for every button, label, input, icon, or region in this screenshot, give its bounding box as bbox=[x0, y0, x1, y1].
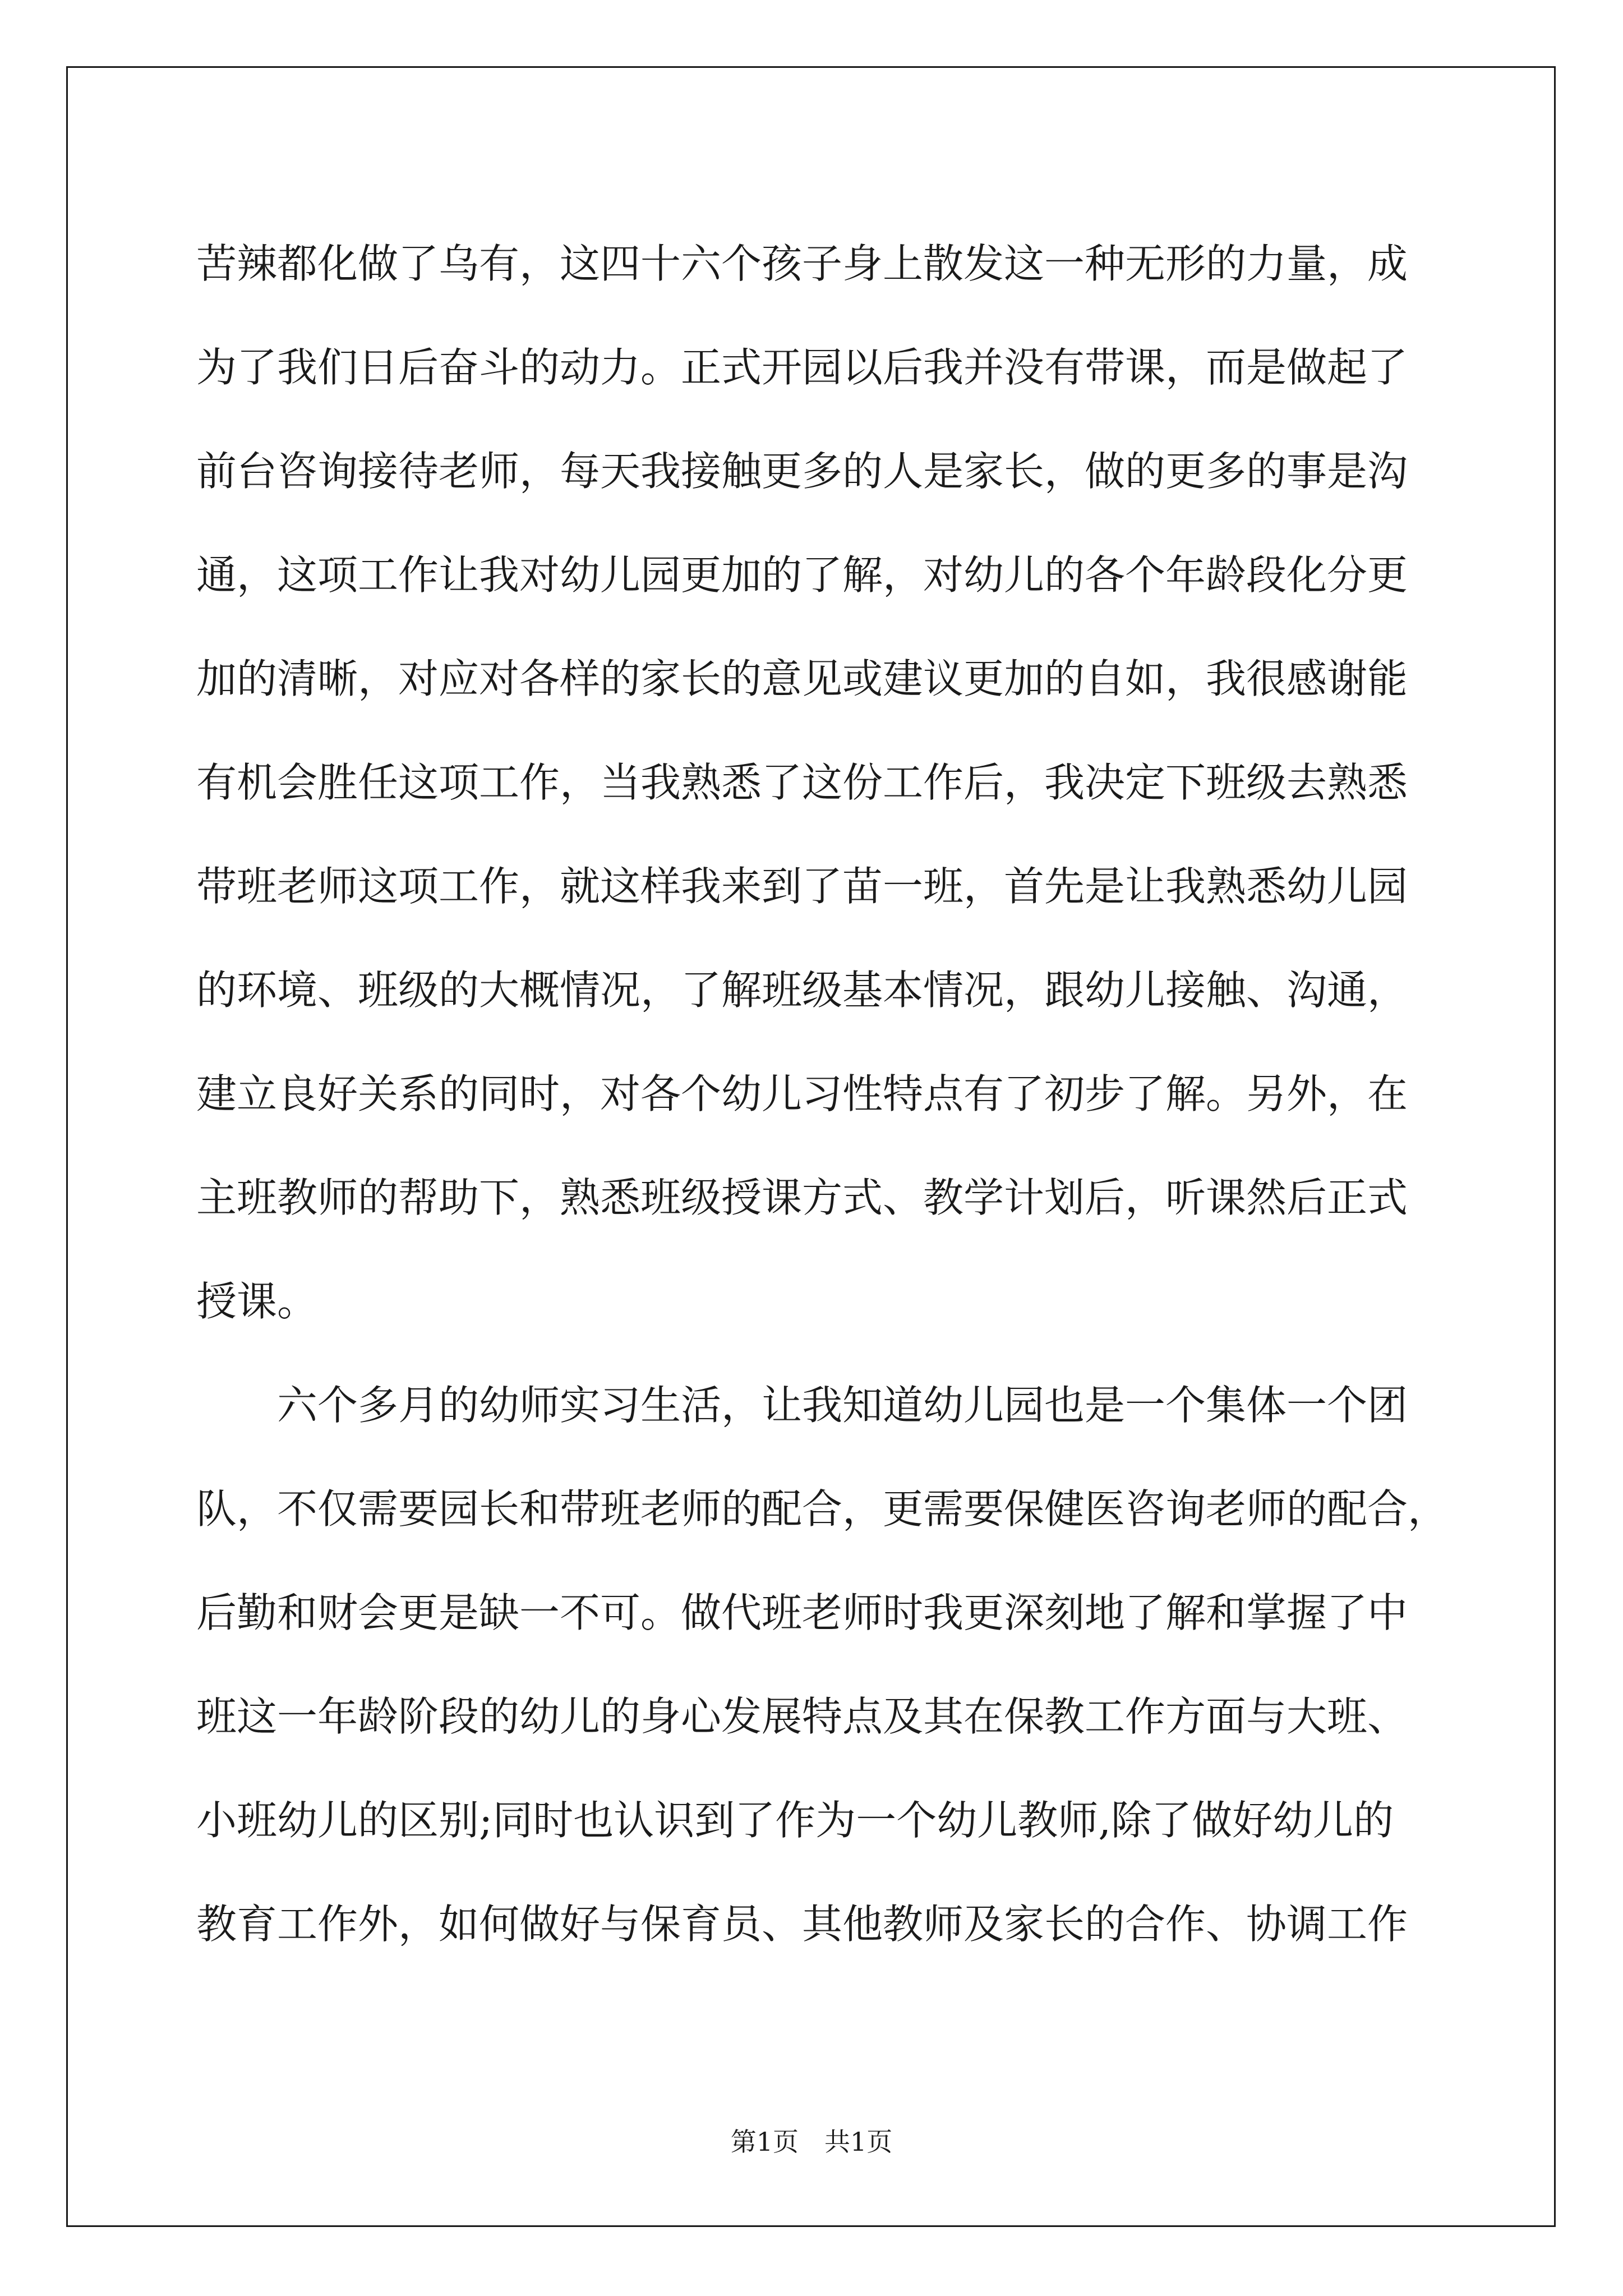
document-body bbox=[196, 212, 1449, 1976]
text-line: 授课。 bbox=[196, 1278, 318, 1325]
text-line: 班这一年龄阶段的幼儿的身心发展特点及其在保教工作方面与大班、 bbox=[196, 1693, 1408, 1740]
text-line: 教育工作外，如何做好与保育员、其他教师及家长的合作、协调工作 bbox=[196, 1901, 1408, 1948]
text-line: 通，这项工作让我对幼儿园更加的了解，对幼儿的各个年龄段化分更 bbox=[196, 551, 1408, 599]
text-line: 主班教师的帮助下，熟悉班级授课方式、教学计划后，听课然后正式 bbox=[196, 1174, 1408, 1221]
text-line: 前台咨询接待老师，每天我接触更多的人是家长，做的更多的事是沟 bbox=[196, 448, 1408, 495]
page-number: 第1页 bbox=[730, 2127, 799, 2157]
text-line: 为了我们日后奋斗的动力。正式开园以后我并没有带课，而是做起了 bbox=[196, 344, 1408, 391]
text-line: 带班老师这项工作，就这样我来到了苗一班，首先是让我熟悉幼儿园 bbox=[196, 863, 1408, 910]
text-line: 的环境、班级的大概情况，了解班级基本情况，跟幼儿接触、沟通， bbox=[196, 967, 1408, 1014]
text-line: 队，不仅需要园长和带班老师的配合，更需要保健医咨询老师的配合， bbox=[196, 1485, 1449, 1533]
text-line: 加的清晰，对应对各样的家长的意见或建议更加的自如，我很感谢能 bbox=[196, 655, 1408, 702]
page-footer bbox=[0, 2125, 1623, 2159]
page-total: 共1页 bbox=[824, 2127, 893, 2157]
text-line: 建立良好关系的同时，对各个幼儿习性特点有了初步了解。另外，在 bbox=[196, 1070, 1408, 1117]
text-line: 后勤和财会更是缺一不可。做代班老师时我更深刻地了解和掌握了中 bbox=[196, 1589, 1408, 1636]
text-line: 小班幼儿的区别;同时也认识到了作为一个幼儿教师,除了做好幼儿的 bbox=[196, 1797, 1394, 1844]
paragraph-first-line: 六个多月的幼师实习生活，让我知道幼儿园也是一个集体一个团 bbox=[277, 1382, 1408, 1429]
text-line: 有机会胜任这项工作，当我熟悉了这份工作后，我决定下班级去熟悉 bbox=[196, 759, 1408, 806]
text-line: 苦辣都化做了乌有，这四十六个孩子身上散发这一种无形的力量，成 bbox=[196, 240, 1408, 287]
